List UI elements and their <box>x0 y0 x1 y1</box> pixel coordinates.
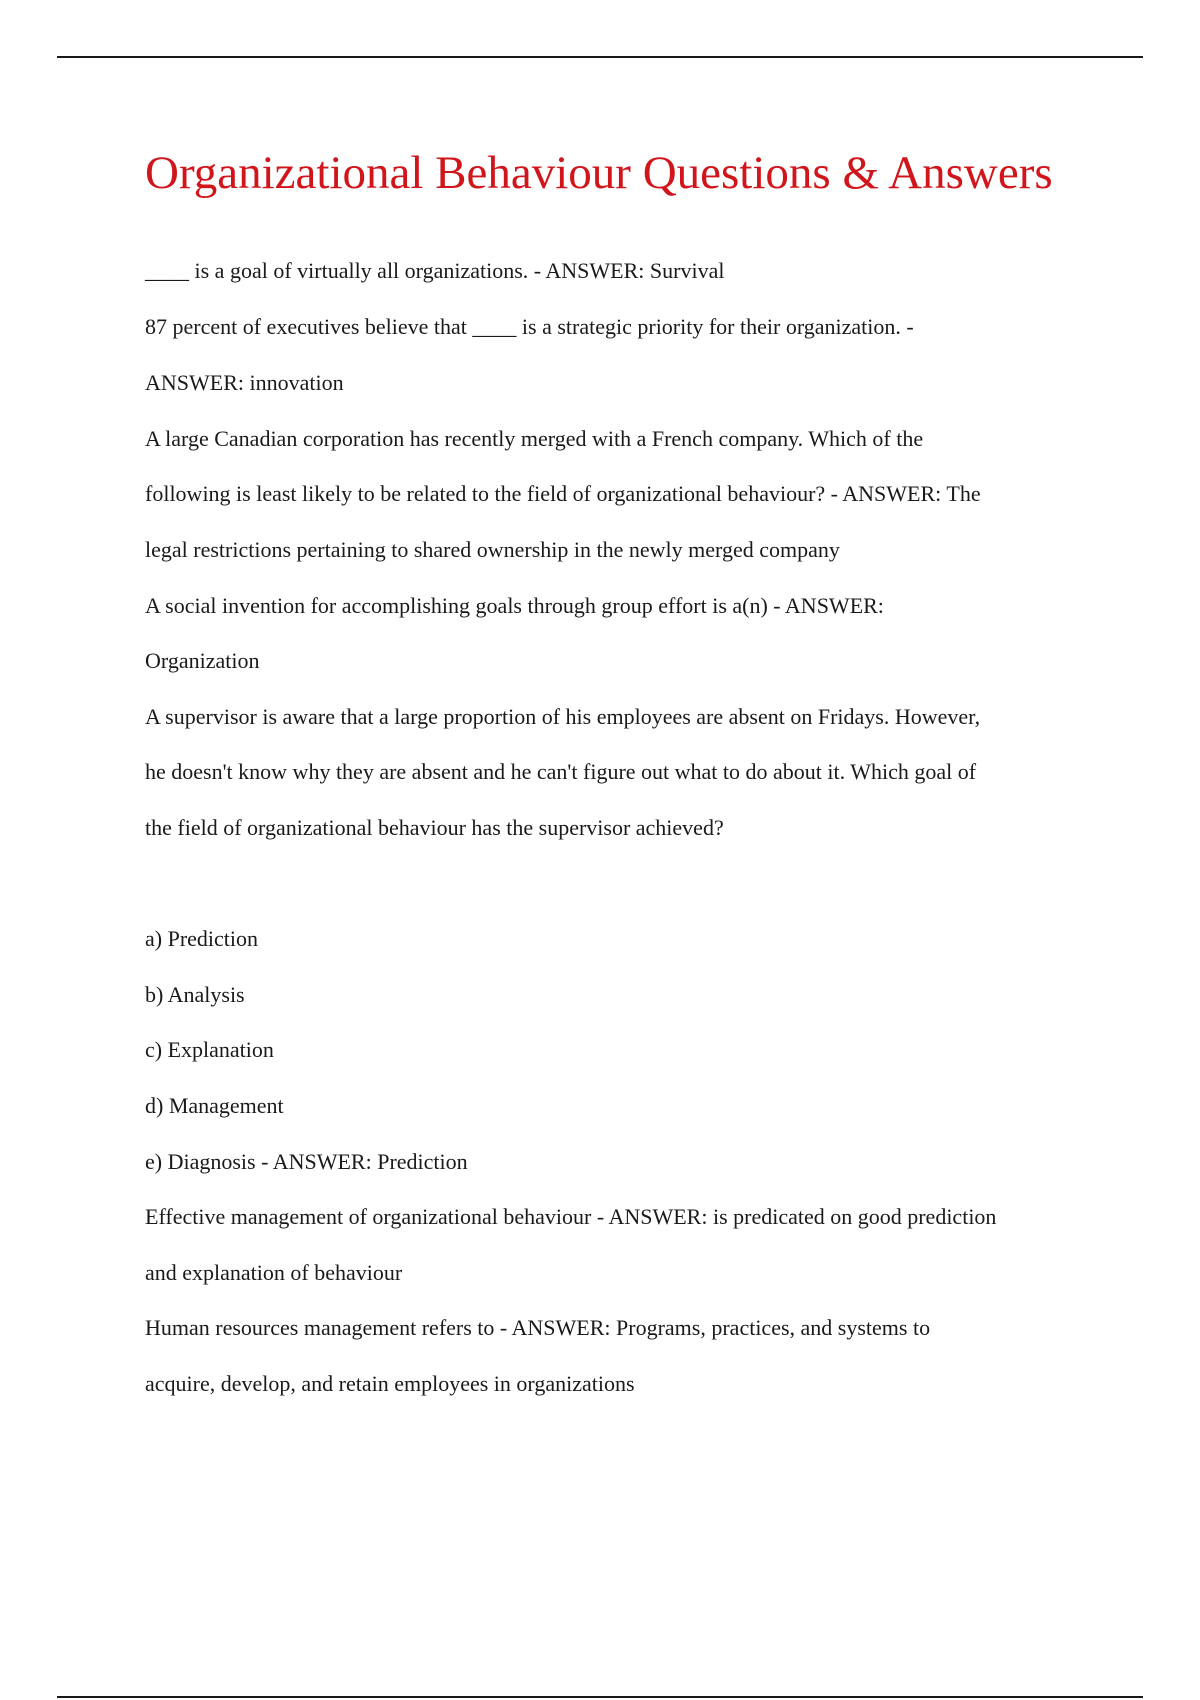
text-line: Effective management of organizational behaviour - ANSWER: is predicated on good prediction <box>145 1204 997 1229</box>
footer-rule <box>57 1696 1143 1698</box>
text-line: Human resources management refers to - ANSWER: Programs, practices, and systems to <box>145 1315 931 1340</box>
text-line: Organization <box>145 648 260 673</box>
text-line: he doesn't know why they are absent and he can't figure out what to do about it. Which goal of <box>145 759 977 784</box>
answer-option: e) Diagnosis - ANSWER: Prediction <box>145 1149 468 1174</box>
text-line: following is least likely to be related to the field of organizational behaviour? - ANSWER: The <box>145 481 981 506</box>
answer-option: d) Management <box>145 1093 284 1118</box>
text-line: 87 percent of executives believe that ____ is a strategic priority for their organization. - <box>145 314 914 339</box>
header-rule <box>57 56 1143 58</box>
text-line: the field of organizational behaviour has the supervisor achieved? <box>145 815 724 840</box>
text-line: A supervisor is aware that a large proportion of his employees are absent on Fridays. However, <box>145 704 981 729</box>
text-line: acquire, develop, and retain employees in organizations <box>145 1371 635 1396</box>
text-line: A social invention for accomplishing goals through group effort is a(n) - ANSWER: <box>145 593 884 618</box>
text-line: ANSWER: innovation <box>145 370 344 395</box>
text-line: ____ is a goal of virtually all organizations. - ANSWER: Survival <box>145 258 725 283</box>
text-line: and explanation of behaviour <box>145 1260 403 1285</box>
answer-option: a) Prediction <box>145 926 259 951</box>
text-line: legal restrictions pertaining to shared ownership in the newly merged company <box>145 537 840 562</box>
answer-option: c) Explanation <box>145 1037 274 1062</box>
answer-option: b) Analysis <box>145 982 245 1007</box>
page-title: Organizational Behaviour Questions & Answers <box>145 147 1053 199</box>
text-line: A large Canadian corporation has recently merged with a French company. Which of the <box>145 426 924 451</box>
